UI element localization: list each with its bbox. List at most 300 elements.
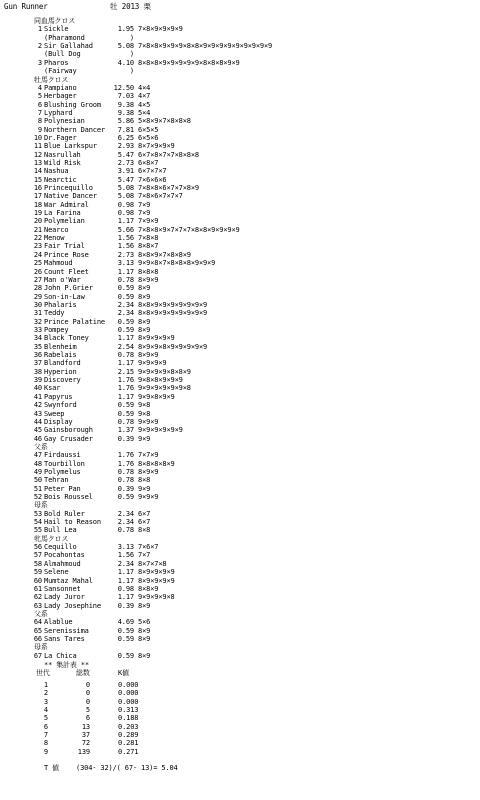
blood-percent: 0.98 — [117, 584, 134, 593]
generation-list: 8×9×9 — [138, 275, 159, 284]
horse-name: Pocahontas — [44, 551, 85, 560]
horse-name: Rabelais — [44, 351, 77, 359]
entry-number: 31 — [33, 309, 42, 318]
horse-name: Bois Roussel — [44, 493, 93, 501]
horse-name: Firdaussi — [44, 451, 81, 460]
generation-list: 9×8 — [138, 401, 151, 410]
generation-list: 8×9×9 — [138, 467, 159, 476]
row-k-value: 0.000 — [118, 689, 139, 698]
horse-name: Papyrus — [44, 392, 73, 401]
row-k-value: 0.203 — [118, 722, 139, 731]
generation-list: 6×7 — [138, 509, 151, 518]
horse-name: Nasrullah — [44, 150, 81, 159]
horse-name: Wild Risk — [44, 158, 81, 167]
blood-percent: 1.17 — [117, 593, 134, 602]
blood-percent: 0.59 — [117, 326, 134, 334]
generation-list: 8×8×8×8×9 — [138, 459, 175, 468]
generation-list: 7×7×9 — [138, 451, 159, 460]
horse-name: Almahmoud — [44, 559, 81, 568]
horse-name: Sweep — [44, 409, 65, 418]
generation-list: 8×7×7×8 — [138, 559, 167, 568]
entry-number: 44 — [33, 417, 42, 426]
horse-name: Hyperion — [44, 367, 77, 376]
horse-name: Mahmoud — [44, 259, 73, 268]
blood-percent: 1.17 — [117, 568, 134, 577]
generation-list: 8×8×9×9×9×9×9×9×9 — [138, 300, 208, 309]
horse-name: Nearctic — [44, 175, 77, 184]
horse-name: Polynesian — [44, 117, 85, 126]
horse-name: Princequillo — [44, 184, 93, 192]
generation-list: 8×9 — [138, 292, 151, 301]
entry-number: 10 — [33, 133, 42, 142]
row-count: 0 — [85, 697, 90, 706]
entry-number: 61 — [33, 584, 42, 593]
blood-percent: 2.34 — [117, 309, 134, 318]
blood-percent: 0.78 — [117, 417, 134, 426]
generation-list: 9×8×8×9×9×9 — [138, 376, 183, 385]
generation-list: 8×8×8×9×9×9×9×9×8×8×8×9×9 — [138, 58, 240, 67]
generation-list: 7×6×7 — [138, 543, 159, 552]
entry-number: 49 — [33, 467, 42, 476]
generation-list: 9×9×8×9×9 — [138, 392, 175, 401]
row-generation: 3 — [43, 697, 48, 706]
horse-name: Nearco — [44, 225, 69, 234]
row-count: 0 — [85, 681, 90, 689]
blood-percent: 0.59 — [117, 409, 134, 418]
entry-number: 53 — [33, 509, 42, 518]
entry-number: 60 — [33, 576, 42, 585]
horse-name: Serenissima — [44, 626, 89, 635]
row-generation: 6 — [43, 722, 48, 731]
horse-name: Mumtaz Mahal — [44, 576, 93, 585]
generation-list: 9×9×9×9×8×8×9 — [138, 367, 191, 376]
horse-name: Sans Tares — [44, 634, 85, 643]
blood-percent: 12.50 — [113, 83, 134, 92]
blood-percent: 0.59 — [117, 493, 134, 501]
row-k-value: 0.289 — [118, 731, 139, 740]
t-value-label: T 値 — [44, 764, 59, 773]
entry-number: 46 — [33, 434, 42, 443]
generation-list: 9×8 — [138, 409, 151, 418]
blood-percent: 0.59 — [117, 317, 134, 326]
entry-number: 50 — [33, 476, 42, 485]
col-generation: 世代 — [36, 669, 50, 678]
entry-number: 37 — [33, 359, 42, 368]
horse-name: Ksar — [44, 384, 61, 393]
row-generation: 5 — [43, 714, 48, 723]
horse-name: Sir Gallahad — [44, 42, 93, 51]
horse-name: Native Dancer — [44, 192, 97, 201]
blood-percent: ) — [129, 50, 134, 59]
entry-number: 35 — [33, 342, 42, 351]
entry-number: 42 — [33, 401, 42, 410]
horse-name: Bull Lea — [44, 526, 77, 535]
horse-name: Hail to Reason — [44, 518, 101, 526]
entry-number: 65 — [33, 626, 42, 635]
blood-percent: 2.34 — [117, 509, 134, 518]
blood-percent: 2.93 — [117, 142, 134, 151]
generation-list: 8×8×9×9×9×9×9×9×9 — [138, 309, 208, 318]
entry-number: 48 — [33, 459, 42, 468]
horse-name: Peter Pan — [44, 484, 81, 493]
horse-name: Bold Ruler — [44, 509, 85, 518]
generation-list: 8×9 — [138, 634, 151, 643]
horse-name: War Admiral — [44, 200, 89, 209]
row-count: 13 — [81, 722, 90, 731]
horse-name: Prince Palatine — [44, 317, 105, 326]
entry-number: 9 — [37, 125, 42, 134]
blood-percent: 5.47 — [117, 150, 134, 159]
entry-number: 25 — [33, 259, 42, 268]
horse-name: Black Toney — [44, 334, 89, 343]
entry-number: 30 — [33, 300, 42, 309]
generation-list: 8×9 — [138, 601, 151, 610]
section-title: 同血馬クロス — [34, 17, 76, 25]
blood-percent: 1.76 — [117, 384, 134, 393]
col-k-value: K値 — [118, 669, 129, 678]
section-title: 父系 — [34, 609, 48, 618]
generation-list: 7×8×6×7×7×7 — [138, 192, 183, 201]
entry-number: 27 — [33, 275, 42, 284]
generation-list: 7×8×9×9×9×9 — [138, 25, 183, 34]
blood-percent: 2.54 — [117, 342, 134, 351]
row-count: 6 — [85, 714, 90, 723]
blood-percent: 9.38 — [117, 108, 134, 117]
entry-number: 54 — [33, 518, 42, 526]
entry-number: 19 — [33, 209, 42, 217]
entry-number: 23 — [33, 242, 42, 251]
blood-percent: 0.78 — [117, 467, 134, 476]
blood-percent: 3.91 — [117, 167, 134, 176]
entry-number: 11 — [33, 142, 42, 151]
entry-number: 45 — [33, 426, 42, 435]
generation-list: 7×9 — [138, 209, 151, 217]
blood-percent: 1.56 — [117, 551, 134, 560]
row-generation: 9 — [43, 747, 48, 756]
blood-percent: 0.59 — [117, 626, 134, 635]
generation-list: 8×8 — [138, 476, 151, 485]
row-generation: 2 — [43, 689, 48, 698]
generation-list: 7×9×9 — [138, 217, 159, 226]
blood-percent: 0.39 — [117, 601, 134, 610]
horse-name: Son-in-Law — [44, 292, 85, 301]
row-count: 5 — [85, 706, 90, 714]
horse-name: Blue Larkspur — [44, 142, 97, 151]
entry-number: 64 — [33, 618, 42, 627]
entry-number: 14 — [33, 167, 42, 176]
row-count: 0 — [85, 689, 90, 698]
horse-name: Discovery — [44, 376, 81, 385]
blood-percent: 3.13 — [117, 543, 134, 552]
blood-percent: 0.98 — [117, 200, 134, 209]
generation-list: 8×9 — [138, 326, 151, 334]
generation-list: 6×7 — [138, 518, 151, 526]
horse-name: (Fairway — [44, 67, 77, 76]
generation-list: 8×9 — [138, 626, 151, 635]
generation-list: 9×9 — [138, 484, 151, 493]
horse-name: Pampiano — [44, 83, 77, 92]
blood-percent: 1.56 — [117, 234, 134, 243]
blood-percent: 0.78 — [117, 526, 134, 535]
entry-number: 8 — [37, 117, 42, 126]
horse-name: Gay Crusader — [44, 434, 93, 443]
summary-heading: ** 集計表 ** — [44, 661, 89, 669]
generation-list: 8×9 — [138, 651, 151, 660]
entry-number: 3 — [37, 58, 42, 67]
blood-percent: 1.37 — [117, 426, 134, 435]
entry-number: 7 — [37, 108, 42, 117]
horse-name: Swynford — [44, 401, 77, 410]
blood-percent: 2.34 — [117, 518, 134, 526]
blood-percent: 9.38 — [117, 100, 134, 109]
generation-list: 4×7 — [138, 92, 151, 101]
entry-number: 63 — [33, 601, 42, 610]
entry-number: 5 — [37, 92, 42, 101]
generation-list: 4×4 — [138, 83, 151, 92]
blood-percent: 0.59 — [117, 651, 134, 660]
horse-name: Alablue — [44, 618, 73, 627]
generation-list: 9×9×9×9×8 — [138, 593, 175, 602]
horse-name: Blushing Groom — [44, 100, 101, 109]
generation-list: 8×9×9×8×9×9×9×9×9 — [138, 342, 208, 351]
horse-name: Polymelian — [44, 217, 85, 226]
horse-name: Count Fleet — [44, 267, 89, 276]
blood-percent: 3.13 — [117, 259, 134, 268]
horse-info: 牡 2013 栗 — [110, 2, 151, 11]
blood-percent: ) — [129, 67, 134, 76]
blood-percent: 5.08 — [117, 184, 134, 192]
horse-name: Sickle — [44, 25, 69, 34]
entry-number: 59 — [33, 568, 42, 577]
section-title: 母系 — [34, 643, 48, 652]
horse-name: Cequillo — [44, 543, 77, 552]
entry-number: 24 — [33, 250, 42, 259]
horse-name: (Bull Dog — [44, 50, 81, 59]
horse-name: John P.Grier — [44, 284, 93, 293]
row-count: 72 — [81, 739, 90, 748]
blood-percent: 0.59 — [117, 284, 134, 293]
blood-percent: 2.34 — [117, 559, 134, 568]
generation-list: 8×8×9×7×8×8×9 — [138, 250, 191, 259]
generation-list: 7×6×6×6 — [138, 175, 167, 184]
entry-number: 57 — [33, 551, 42, 560]
section-title: 父系 — [34, 442, 48, 451]
blood-percent: 1.17 — [117, 359, 134, 368]
generation-list: 6×5×6 — [138, 133, 159, 142]
generation-list: 5×4 — [138, 108, 151, 117]
entry-number: 28 — [33, 284, 42, 293]
row-generation: 1 — [43, 681, 48, 689]
row-k-value: 0.271 — [118, 747, 139, 756]
row-k-value: 0.188 — [118, 714, 139, 723]
generation-list: 7×8×8×9×7×7×7×8×8×9×9×9×9 — [138, 225, 240, 234]
generation-list: 8×8×7 — [138, 242, 159, 251]
horse-name: La Farina — [44, 209, 81, 217]
entry-number: 38 — [33, 367, 42, 376]
horse-name: Polymelus — [44, 467, 81, 476]
entry-number: 41 — [33, 392, 42, 401]
blood-percent: 0.78 — [117, 476, 134, 485]
horse-name: Pompey — [44, 326, 69, 334]
blood-percent: 7.03 — [117, 92, 134, 101]
generation-list: 7×8×8 — [138, 234, 159, 243]
entry-number: 22 — [33, 234, 42, 243]
horse-name: Nashua — [44, 167, 69, 176]
generation-list: 9×9×9×9×9×9 — [138, 426, 183, 435]
entry-number: 66 — [33, 634, 42, 643]
section-title: 牝馬クロス — [34, 534, 69, 543]
generation-list: 7×8×8×9×9×9×8×8×9×9×9×9×9×9×9×9×9 — [138, 42, 273, 51]
generation-list: 9×9×8×7×8×8×8×9×9×9 — [138, 259, 216, 268]
entry-number: 17 — [33, 192, 42, 201]
blood-percent: 1.95 — [117, 25, 134, 34]
entry-number: 34 — [33, 334, 42, 343]
entry-number: 13 — [33, 158, 42, 167]
entry-number: 15 — [33, 175, 42, 184]
generation-list: 8×7×9×9×9 — [138, 142, 175, 151]
blood-percent: 7.81 — [117, 125, 134, 134]
blood-percent: 1.76 — [117, 451, 134, 460]
horse-name: Phalaris — [44, 300, 77, 309]
generation-list: 8×9 — [138, 284, 151, 293]
entry-number: 32 — [33, 317, 42, 326]
entry-number: 62 — [33, 593, 42, 602]
entry-number: 51 — [33, 484, 42, 493]
generation-list: 8×9×9×9×9 — [138, 576, 175, 585]
horse-name: Dr.Fager — [44, 133, 77, 142]
blood-percent: 0.59 — [117, 401, 134, 410]
blood-percent: 0.59 — [117, 634, 134, 643]
horse-name: Menow — [44, 234, 65, 243]
generation-list: 6×7×7×7 — [138, 167, 167, 176]
row-count: 139 — [77, 747, 90, 756]
document-header — [0, 2, 151, 11]
row-generation: 4 — [43, 706, 48, 714]
blood-percent: 1.17 — [117, 267, 134, 276]
row-generation: 8 — [43, 739, 48, 748]
blood-percent: 2.34 — [117, 300, 134, 309]
row-generation: 7 — [43, 731, 48, 740]
generation-list: 6×5×5 — [138, 125, 159, 134]
horse-name: Man o'War — [44, 275, 81, 284]
horse-name: Selene — [44, 568, 69, 577]
horse-name: Sansonnet — [44, 584, 81, 593]
blood-percent: 1.56 — [117, 242, 134, 251]
blood-percent: 0.78 — [117, 275, 134, 284]
blood-percent: 1.17 — [117, 576, 134, 585]
generation-list: 8×8 — [138, 526, 151, 535]
entry-number: 40 — [33, 384, 42, 393]
generation-list: 5×8×9×7×8×8×8 — [138, 117, 191, 126]
generation-list: 6×7×8×7×7×8×8×8 — [138, 150, 199, 159]
blood-percent: 1.76 — [117, 376, 134, 385]
entry-number: 36 — [33, 351, 42, 359]
row-k-value: 0.313 — [118, 706, 139, 714]
generation-list: 8×9×9×9×9 — [138, 334, 175, 343]
blood-percent: 4.69 — [117, 618, 134, 627]
blood-percent: 1.17 — [117, 392, 134, 401]
entry-number: 4 — [37, 83, 42, 92]
col-count: 総数 — [76, 669, 90, 678]
horse-name: Prince Rose — [44, 250, 89, 259]
blood-percent: 6.25 — [117, 133, 134, 142]
generation-list: 9×9×9 — [138, 417, 159, 426]
blood-percent: 5.86 — [117, 117, 134, 126]
entry-number: 1 — [37, 25, 42, 34]
generation-list: 8×8×8 — [138, 267, 159, 276]
generation-list: 8×9 — [138, 317, 151, 326]
blood-percent: 5.47 — [117, 175, 134, 184]
entry-number: 21 — [33, 225, 42, 234]
entry-number: 16 — [33, 184, 42, 192]
entry-number: 47 — [33, 451, 42, 460]
entry-number: 18 — [33, 200, 42, 209]
row-k-value: 0.000 — [118, 681, 139, 689]
horse-name: Gun Runner — [4, 2, 48, 11]
row-count: 37 — [81, 731, 90, 740]
horse-name: La Chica — [44, 651, 77, 660]
entry-number: 39 — [33, 376, 42, 385]
blood-percent: ) — [129, 33, 134, 42]
horse-name: Northern Dancer — [44, 125, 105, 134]
horse-name: Lyphard — [44, 108, 73, 117]
t-value-line — [0, 764, 178, 773]
blood-percent: 0.78 — [117, 351, 134, 359]
horse-name: (Pharamond — [44, 33, 85, 42]
horse-name: Blandford — [44, 359, 81, 368]
blood-percent: 5.08 — [117, 192, 134, 201]
blood-percent: 0.59 — [117, 292, 134, 301]
horse-name: Lady Josephine — [44, 601, 101, 610]
blood-percent: 0.39 — [117, 484, 134, 493]
entry-number: 6 — [37, 100, 42, 109]
entry-number: 58 — [33, 559, 42, 568]
horse-name: Tourbillon — [44, 459, 85, 468]
blood-percent: 2.73 — [117, 158, 134, 167]
horse-name: Display — [44, 417, 73, 426]
horse-name: Teddy — [44, 309, 65, 318]
row-k-value: 0.000 — [118, 697, 139, 706]
generation-list: 4×5 — [138, 100, 151, 109]
t-value-formula: (304- 32)/( 67- 13)= 5.04 — [76, 764, 178, 773]
blood-percent: 4.10 — [117, 58, 134, 67]
generation-list: 9×9×9×9 — [138, 359, 167, 368]
entry-number: 33 — [33, 326, 42, 334]
horse-name: Gainsborough — [44, 426, 93, 435]
horse-name: Blenheim — [44, 342, 77, 351]
entry-number: 26 — [33, 267, 42, 276]
entry-number: 67 — [33, 651, 42, 660]
horse-name: Lady Juror — [44, 593, 85, 602]
generation-list: 8×9×9×9×9 — [138, 568, 175, 577]
horse-name: Fair Trial — [44, 242, 85, 251]
blood-percent: 2.15 — [117, 367, 134, 376]
blood-percent: 0.39 — [117, 434, 134, 443]
blood-percent: 2.73 — [117, 250, 134, 259]
entry-number: 12 — [33, 150, 42, 159]
generation-list: 8×8×9 — [138, 584, 159, 593]
row-k-value: 0.281 — [118, 739, 139, 748]
blood-percent: 1.76 — [117, 459, 134, 468]
entry-number: 55 — [33, 526, 42, 535]
generation-list: 7×9 — [138, 200, 151, 209]
blood-percent: 5.08 — [117, 42, 134, 51]
blood-percent: 5.66 — [117, 225, 134, 234]
generation-list: 6×8×7 — [138, 158, 159, 167]
generation-list: 9×9×9 — [138, 493, 159, 501]
blood-percent: 1.17 — [117, 334, 134, 343]
horse-name: Herbager — [44, 92, 77, 101]
